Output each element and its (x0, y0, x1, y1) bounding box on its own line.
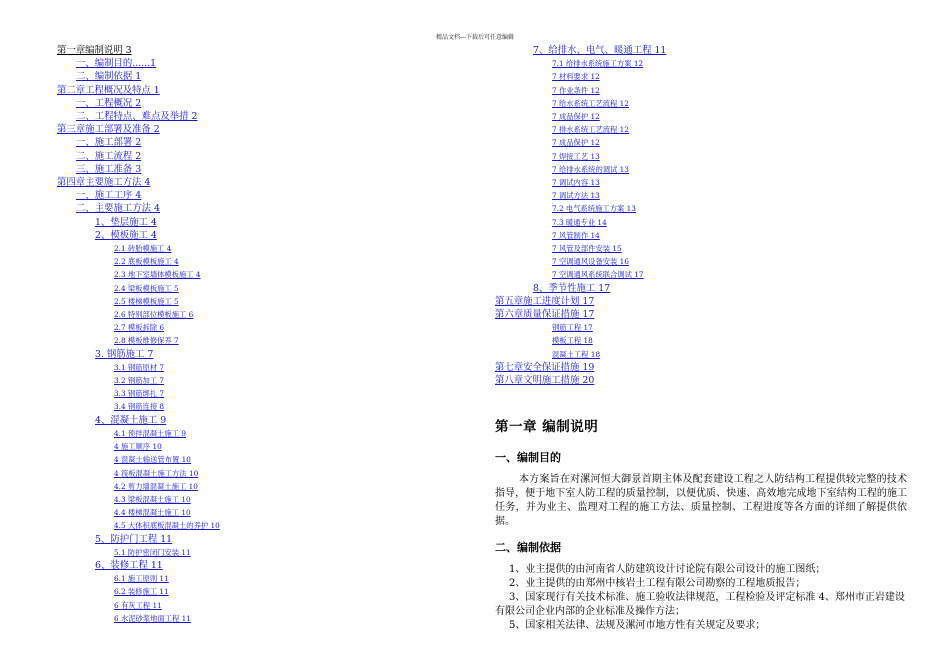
toc-link[interactable]: 2.7 模板拆除 6 (114, 323, 165, 333)
toc-entry (495, 348, 666, 361)
toc-link[interactable]: 7 排水系统工艺流程 12 (552, 125, 629, 135)
basis-item: 2、业主提供的由郑州中核岩土工程有限公司勘察的工程地质报告； (509, 578, 806, 589)
toc-entry (57, 334, 220, 347)
toc-link[interactable]: 第六章质量保证措施 17 (495, 309, 595, 321)
toc-link[interactable]: 2.1 砖胎模施工 4 (114, 244, 172, 254)
toc-entry (57, 268, 220, 281)
toc-entry (495, 110, 666, 123)
toc-link[interactable]: 2、模板施工 4 (95, 229, 157, 241)
toc-entry (57, 295, 220, 308)
table-of-contents-left (57, 44, 220, 625)
toc-entry (57, 44, 220, 57)
toc-entry (57, 202, 220, 215)
toc-entry (57, 242, 220, 255)
toc-link[interactable]: 三、施工准备 3 (76, 163, 142, 175)
toc-link[interactable]: 8、季节性施工 17 (533, 282, 611, 294)
toc-entry (57, 57, 220, 70)
toc-link[interactable]: 7 空调通风系统联合调试 17 (552, 270, 644, 280)
toc-entry (495, 163, 666, 176)
toc-entry (57, 97, 220, 110)
toc-entry (495, 374, 666, 387)
toc-entry (495, 295, 666, 308)
toc-link[interactable]: 一、施工部署 2 (76, 137, 142, 149)
toc-link[interactable]: 2.5 楼梯模板施工 5 (114, 296, 179, 306)
toc-entry (495, 334, 666, 347)
toc-entry (57, 480, 220, 493)
toc-entry (57, 348, 220, 361)
toc-link[interactable]: 2.8 模板维修保养 7 (114, 336, 179, 346)
toc-entry (495, 97, 666, 110)
toc-entry (57, 308, 220, 321)
toc-entry (57, 506, 220, 519)
toc-entry (495, 136, 666, 149)
toc-entry (57, 70, 220, 83)
toc-entry (57, 321, 220, 334)
toc-entry (495, 282, 666, 295)
toc-entry (57, 110, 220, 123)
chapter-title: 第一章 编制说明 (495, 419, 599, 435)
toc-link[interactable]: 7.1 给排水系统施工方案 12 (552, 59, 644, 69)
toc-link[interactable]: 7 成品保护 12 (552, 112, 600, 122)
toc-link[interactable]: 混凝土工程 18 (552, 349, 601, 359)
toc-link[interactable]: 第三章施工部署及准备 2 (57, 124, 160, 136)
toc-entry (57, 440, 220, 453)
toc-link[interactable]: 7 调试方法 13 (552, 191, 600, 201)
toc-entry (495, 268, 666, 281)
toc-link[interactable]: 4.4 楼梯混凝土施工 10 (114, 508, 191, 518)
section-title-basis: 二、编制依据 (495, 541, 561, 554)
toc-link[interactable]: 一、工程概况 2 (76, 97, 142, 109)
toc-entry (57, 599, 220, 612)
toc-entry (57, 387, 220, 400)
toc-link[interactable]: 3. 钢筋施工 7 (95, 348, 154, 360)
toc-link[interactable]: 5、防护门工程 11 (95, 533, 173, 545)
toc-link[interactable]: 二、主要施工方法 4 (76, 203, 160, 215)
toc-entry (495, 176, 666, 189)
toc-entry (495, 189, 666, 202)
toc-entry (495, 70, 666, 83)
toc-link[interactable]: 7 空调通风设备安装 16 (552, 257, 629, 267)
toc-entry (495, 308, 666, 321)
basis-item: 5、国家相关法律、法规及漯河市地方性有关规定及要求； (509, 620, 766, 631)
toc-entry (57, 572, 220, 585)
toc-entry (495, 216, 666, 229)
toc-entry (57, 176, 220, 189)
toc-entry (57, 493, 220, 506)
document-body (495, 415, 907, 633)
toc-entry (495, 44, 666, 57)
toc-entry (57, 136, 220, 149)
toc-entry (57, 361, 220, 374)
basis-item: 1、业主提供的由河南省人防建筑设计讨论院有限公司设计的施工图纸； (509, 564, 826, 575)
toc-link[interactable]: 钢筋工程 17 (552, 323, 593, 333)
toc-link[interactable]: 7 作业条件 12 (552, 85, 600, 95)
toc-link[interactable]: 7 风管及部件安装 15 (552, 244, 622, 254)
toc-link[interactable]: 7 风管制作 14 (552, 230, 600, 240)
toc-link[interactable]: 7 焊接工艺 13 (552, 151, 600, 161)
toc-link[interactable]: 3.4 钢筋连接 8 (114, 402, 165, 412)
toc-entry (57, 229, 220, 242)
toc-entry (57, 467, 220, 480)
toc-entry (495, 123, 666, 136)
toc-link[interactable]: 二、施工流程 2 (76, 150, 142, 162)
toc-entry (57, 150, 220, 163)
toc-link[interactable]: 6.2 装修施工 11 (114, 587, 169, 597)
toc-link[interactable]: 4.5 大体积底板混凝土的养护 10 (114, 521, 220, 531)
toc-link[interactable]: 二、编制依据 1 (76, 71, 142, 83)
toc-link[interactable]: 2.3 地下室墙体模板施工 4 (114, 270, 201, 280)
toc-entry (57, 546, 220, 559)
toc-link[interactable]: 4、混凝土施工 9 (95, 414, 167, 426)
toc-entry (495, 255, 666, 268)
toc-link[interactable]: 3.3 钢筋绑扎 7 (114, 389, 165, 399)
toc-link[interactable]: 6.1 施工原则 11 (114, 574, 169, 584)
toc-link[interactable]: 第七章安全保证措施 19 (495, 361, 595, 373)
toc-entry (495, 242, 666, 255)
purpose-paragraph: 本方案旨在对漯河恒大御景首期主体及配套建设工程之人防结构工程提供较完整的技术指导，便于地下室人防工程的质量控制，以便优质、快速、高效地完成地下室结构工程的施工任务，并为业主、监理对工程的施工方法、质量控制、工程进度等各方面的详细了解提供依据。 (495, 474, 907, 527)
toc-entry (495, 229, 666, 242)
toc-link[interactable]: 7 给水系统工艺流程 12 (552, 98, 629, 108)
toc-link[interactable]: 1、垫层施工 4 (95, 216, 157, 228)
toc-link[interactable]: 第八章文明施工措施 20 (495, 375, 595, 387)
toc-entry (57, 414, 220, 427)
basis-item: 3、国家现行有关技术标准、施工验收法律规范，工程检验及评定标准 4、郑州市正岩建设有限公司企业内部的企业标准及操作方法； (495, 592, 905, 617)
toc-entry (57, 533, 220, 546)
toc-link[interactable]: 7 调试内容 13 (552, 178, 600, 188)
toc-link[interactable]: 第四章主要施工方法 4 (57, 177, 151, 189)
toc-link[interactable]: 4.3 梁板混凝土施工 10 (114, 494, 191, 504)
toc-link[interactable]: 6 有灰工程 11 (114, 600, 162, 610)
toc-entry (57, 612, 220, 625)
toc-entry (57, 519, 220, 532)
toc-link[interactable]: 4 筏板混凝土施工方法 10 (114, 468, 199, 478)
toc-entry (57, 374, 220, 387)
toc-link[interactable]: 模板工程 18 (552, 336, 593, 346)
toc-entry (57, 163, 220, 176)
toc-link[interactable]: 3.2 钢筋加工 7 (114, 376, 165, 386)
table-of-contents-right (495, 44, 666, 387)
toc-link[interactable]: 4 混凝土输送管布置 10 (114, 455, 191, 465)
toc-link[interactable]: 7.2 电气系统施工方案 13 (552, 204, 636, 214)
toc-entry (495, 150, 666, 163)
toc-link[interactable]: 4 施工顺序 10 (114, 442, 162, 452)
toc-entry (57, 585, 220, 598)
toc-entry (57, 400, 220, 413)
toc-link[interactable]: 一、编制目的......1 (76, 58, 157, 70)
toc-entry (57, 559, 220, 572)
toc-entry (495, 202, 666, 215)
toc-link[interactable]: 二、工程特点、难点及举措 2 (76, 111, 198, 123)
toc-link[interactable]: 6、装修工程 11 (95, 559, 163, 571)
toc-link[interactable]: 2.2 底板模板施工 4 (114, 257, 179, 267)
toc-link[interactable]: 第二章工程概况及特点 1 (57, 84, 160, 96)
toc-link[interactable]: 一、施工工序 4 (76, 190, 142, 202)
toc-entry (495, 361, 666, 374)
toc-link[interactable]: 7、给排水、电气、暖通工程 11 (533, 45, 667, 56)
basis-list (495, 563, 907, 633)
toc-entry (57, 255, 220, 268)
toc-link[interactable]: 4.1 预拌混凝土施工 9 (114, 428, 186, 438)
toc-entry (57, 216, 220, 229)
page-header: 精品文档---下载后可任意编辑 (435, 34, 515, 41)
toc-link[interactable]: 第五章施工进度计划 17 (495, 295, 595, 307)
toc-entry (57, 453, 220, 466)
toc-link[interactable]: 第一章编制说明 3 (57, 45, 132, 56)
toc-link[interactable]: 7.3 暖通专业 14 (552, 217, 607, 227)
toc-entry (57, 189, 220, 202)
toc-link[interactable]: 5.1 防护密闭门安装 11 (114, 547, 191, 557)
toc-entry (495, 321, 666, 334)
toc-link[interactable]: 7 给排水系统的调试 13 (552, 164, 629, 174)
toc-entry (495, 84, 666, 97)
toc-entry (57, 84, 220, 97)
section-title-purpose: 一、编制目的 (495, 451, 561, 464)
toc-link[interactable]: 6 水泥砂浆地面工程 11 (114, 613, 191, 623)
toc-entry (495, 57, 666, 70)
toc-entry (57, 282, 220, 295)
toc-link[interactable]: 3.1 钢筋原材 7 (114, 362, 165, 372)
toc-link[interactable]: 7 成品保护 12 (552, 138, 600, 148)
toc-link[interactable]: 2.4 梁板模板施工 5 (114, 283, 179, 293)
toc-link[interactable]: 7 材料要求 12 (552, 72, 600, 82)
toc-link[interactable]: 4.2 剪力墙混凝土施工 10 (114, 481, 198, 491)
toc-entry (57, 123, 220, 136)
toc-link[interactable]: 2.6 特别部位模板施工 6 (114, 310, 194, 320)
toc-entry (57, 427, 220, 440)
